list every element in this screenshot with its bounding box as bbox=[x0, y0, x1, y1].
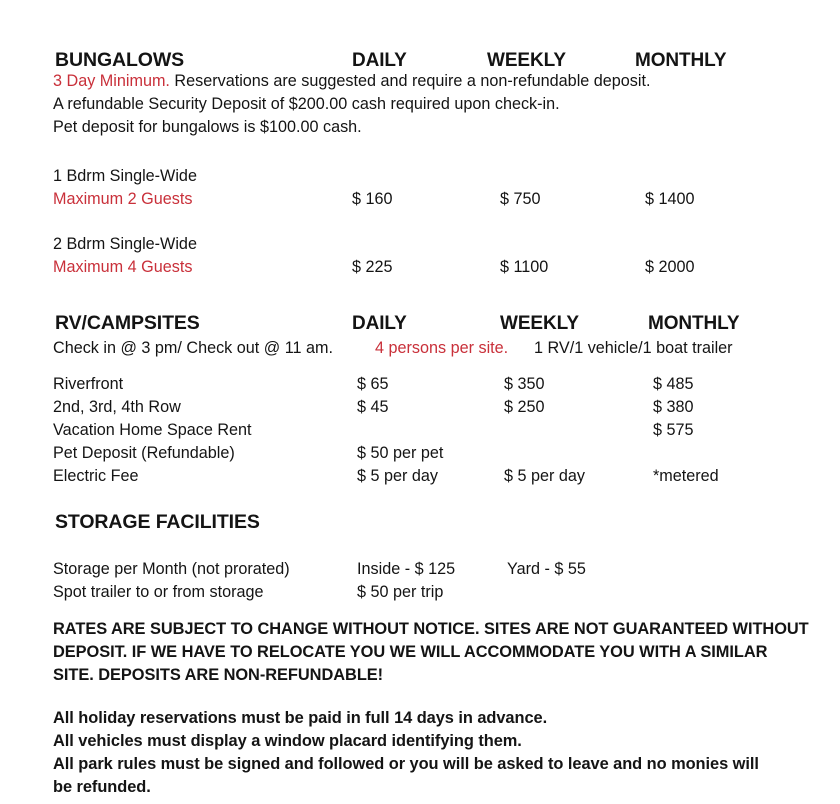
bungalows-column-monthly: MONTHLY bbox=[635, 50, 727, 71]
rv-row-label: Pet Deposit (Refundable) bbox=[53, 444, 235, 462]
bungalow-unit-guests: Maximum 4 Guests bbox=[53, 258, 193, 276]
rv-row-label: Electric Fee bbox=[53, 467, 139, 485]
policy-line: be refunded. bbox=[53, 778, 151, 796]
policy-line: All vehicles must display a window placard identifying them. bbox=[53, 732, 522, 750]
rv-column-monthly: MONTHLY bbox=[648, 313, 740, 334]
policy-line: All park rules must be signed and followed or you will be asked to leave and no monies will bbox=[53, 755, 759, 773]
minimum-stay-red-text: 3 Day Minimum. bbox=[53, 72, 170, 90]
policy-line: All holiday reservations must be paid in full 14 days in advance. bbox=[53, 709, 548, 727]
bungalows-column-daily: DAILY bbox=[352, 50, 407, 71]
bungalow-price-daily: $ 225 bbox=[352, 258, 393, 276]
storage-price-spot-trailer: $ 50 per trip bbox=[357, 583, 444, 601]
rv-checkin-times: Check in @ 3 pm/ Check out @ 11 am. bbox=[53, 339, 333, 357]
rv-price-daily: $ 65 bbox=[357, 375, 389, 393]
rv-row-label: 2nd, 3rd, 4th Row bbox=[53, 398, 181, 416]
rv-price-weekly: $ 250 bbox=[504, 398, 545, 416]
bungalows-heading: BUNGALOWS bbox=[55, 49, 185, 71]
rv-price-daily: $ 50 per pet bbox=[357, 444, 444, 462]
bungalow-unit-name: 2 Bdrm Single-Wide bbox=[53, 235, 197, 253]
bungalow-price-daily: $ 160 bbox=[352, 190, 393, 208]
rv-price-monthly: $ 380 bbox=[653, 398, 694, 416]
rv-price-monthly: $ 485 bbox=[653, 375, 694, 393]
rv-column-weekly: WEEKLY bbox=[500, 313, 579, 334]
bungalow-unit-name: 1 Bdrm Single-Wide bbox=[53, 167, 197, 185]
storage-price-yard: Yard - $ 55 bbox=[507, 560, 586, 578]
rv-column-daily: DAILY bbox=[352, 313, 407, 334]
bungalow-price-weekly: $ 750 bbox=[500, 190, 541, 208]
bungalow-unit-guests: Maximum 2 Guests bbox=[53, 190, 193, 208]
bungalow-price-weekly: $ 1100 bbox=[500, 258, 549, 276]
rv-price-daily: $ 45 bbox=[357, 398, 389, 416]
disclaimer-line: DEPOSIT. IF WE HAVE TO RELOCATE YOU WE WILL ACCOMMODATE YOU WITH A SIMILAR bbox=[53, 643, 768, 661]
rv-campsites-heading: RV/CAMPSITES bbox=[55, 312, 200, 334]
rv-price-daily: $ 5 per day bbox=[357, 467, 438, 485]
bungalows-column-weekly: WEEKLY bbox=[487, 50, 566, 71]
storage-row-label: Spot trailer to or from storage bbox=[53, 583, 264, 601]
bungalows-security-deposit-note: A refundable Security Deposit of $200.00 cash required upon check-in. bbox=[53, 95, 560, 113]
disclaimer-line: RATES ARE SUBJECT TO CHANGE WITHOUT NOTICE. SITES ARE NOT GUARANTEED WITHOUT bbox=[53, 620, 809, 638]
rv-row-label: Riverfront bbox=[53, 375, 124, 393]
storage-facilities-heading: STORAGE FACILITIES bbox=[55, 511, 260, 533]
rv-price-monthly: $ 575 bbox=[653, 421, 694, 439]
rv-vehicle-allowance: 1 RV/1 vehicle/1 boat trailer bbox=[534, 339, 733, 357]
bungalows-pet-deposit-note: Pet deposit for bungalows is $100.00 cash. bbox=[53, 118, 362, 136]
rv-price-monthly: *metered bbox=[653, 467, 719, 485]
minimum-stay-rest-text: Reservations are suggested and require a non-refundable deposit. bbox=[169, 72, 651, 90]
storage-row-label: Storage per Month (not prorated) bbox=[53, 560, 290, 578]
bungalow-price-monthly: $ 1400 bbox=[645, 190, 695, 208]
disclaimer-line: SITE. DEPOSITS ARE NON-REFUNDABLE! bbox=[53, 666, 384, 684]
storage-price-inside: Inside - $ 125 bbox=[357, 560, 456, 578]
bungalow-price-monthly: $ 2000 bbox=[645, 258, 695, 276]
bungalows-minimum-note bbox=[53, 72, 650, 91]
rv-persons-per-site: 4 persons per site. bbox=[375, 339, 509, 357]
rv-price-weekly: $ 5 per day bbox=[504, 467, 585, 485]
rv-price-weekly: $ 350 bbox=[504, 375, 545, 393]
rv-row-label: Vacation Home Space Rent bbox=[53, 421, 252, 439]
